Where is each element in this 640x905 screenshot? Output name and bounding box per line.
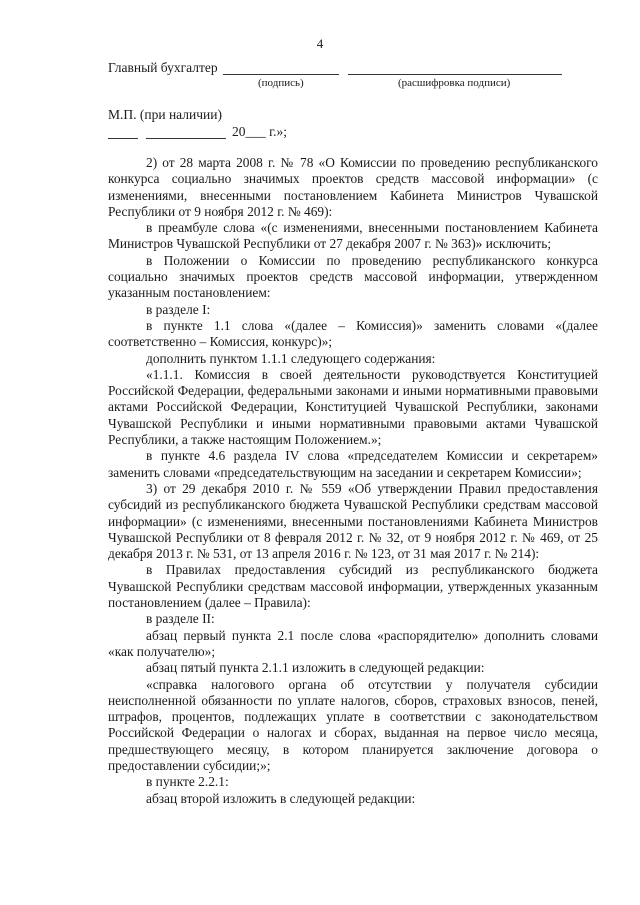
paragraph: «1.1.1. Комиссия в своей деятельности руководствуется Конституцией Российской Федерации, федеральными законами и иными нормативными правовыми актами Российской Федерации, Конституцией Чувашской Республики, законами Чувашской Республики и иными нормативными правовыми актами Чувашской Республики, а также настоящим Положением.»;: [108, 366, 598, 448]
document-body: [108, 155, 598, 807]
paragraph: в пункте 4.6 раздела IV слова «председателем Комиссии и секретарем» заменить словами «председательствующим на заседании и секретарем Комиссии»;: [108, 448, 598, 480]
paragraph: 3) от 29 декабря 2010 г. № 559 «Об утверждении Правил предоставления субсидий из республиканского бюджета Чувашской Республики средствам массовой информации» (с изменениями, внесенными постановлениями Кабинета Министров Чувашской Республики от 8 февраля 2012 г. № 32, от 9 ноября 2012 г. № 469, от 25 декабря 2013 г. № 531, от 13 апреля 2016 г. № 123, от 31 мая 2017 г. № 214):: [108, 480, 598, 562]
signature-decode-caption: (расшифровка подписи): [398, 77, 511, 89]
paragraph: «справка налогового органа об отсутствии у получателя субсидии неисполненной обязанности по уплате налогов, сборов, страховых взносов, пеней, штрафов, процентов, подлежащих уплате в соответствии с законодательством Российской Федерации о налогах и сборах, выданная на первое число месяца, предшествующего месяцу, в котором планируется заключение договора о предоставлении субсидии;»;: [108, 676, 598, 773]
stamp-line: М.П. (при наличии): [108, 107, 222, 122]
paragraph: в пункте 2.2.1:: [146, 774, 229, 790]
date-month-blank: [146, 138, 226, 139]
paragraph: 2) от 28 марта 2008 г. № 78 «О Комиссии по проведению республиканского конкурса социально значимых проектов средств массовой информации» (с изменениями, внесенными постановлением Кабинета Министров Чувашской Республики от 9 ноября 2012 г. № 469):: [108, 155, 598, 219]
date-line: [108, 124, 408, 142]
date-year-text: 20___ г.»;: [232, 124, 288, 139]
signature-caption: (подпись): [258, 77, 304, 89]
paragraph: в разделе II:: [146, 611, 215, 627]
paragraph: в Положении о Комиссии по проведению республиканского конкурса социально значимых проектов средств массовой информации, утвержденном указанным постановлением:: [108, 252, 598, 301]
signature-decode-line: [348, 74, 562, 75]
paragraph: абзац пятый пункта 2.1.1 изложить в следующей редакции:: [146, 660, 485, 676]
paragraph: абзац первый пункта 2.1 после слова «распорядителю» дополнить словами «как получателю»;: [108, 627, 598, 659]
date-day-blank: [108, 138, 138, 139]
paragraph: дополнить пунктом 1.1.1 следующего содержания:: [146, 350, 436, 366]
paragraph: в разделе I:: [146, 301, 211, 317]
paragraph: абзац второй изложить в следующей редакции:: [146, 790, 416, 806]
paragraph: в Правилах предоставления субсидий из республиканского бюджета Чувашской Республики средствам массовой информации, утвержденных указанным постановлением (далее – Правила):: [108, 562, 598, 611]
paragraph: в преамбуле слова «(с изменениями, внесенными постановлением Кабинета Министров Чувашской Республики от 27 декабря 2007 г. № 363)» исключить;: [108, 220, 598, 252]
paragraph: в пункте 1.1 слова «(далее – Комиссия)» заменить словами «(далее соответственно – Комиссия, конкурс)»;: [108, 317, 598, 350]
page-number: 4: [316, 36, 324, 51]
signature-label: Главный бухгалтер: [108, 60, 218, 75]
signature-line: [223, 74, 339, 75]
signature-block: [108, 60, 578, 89]
